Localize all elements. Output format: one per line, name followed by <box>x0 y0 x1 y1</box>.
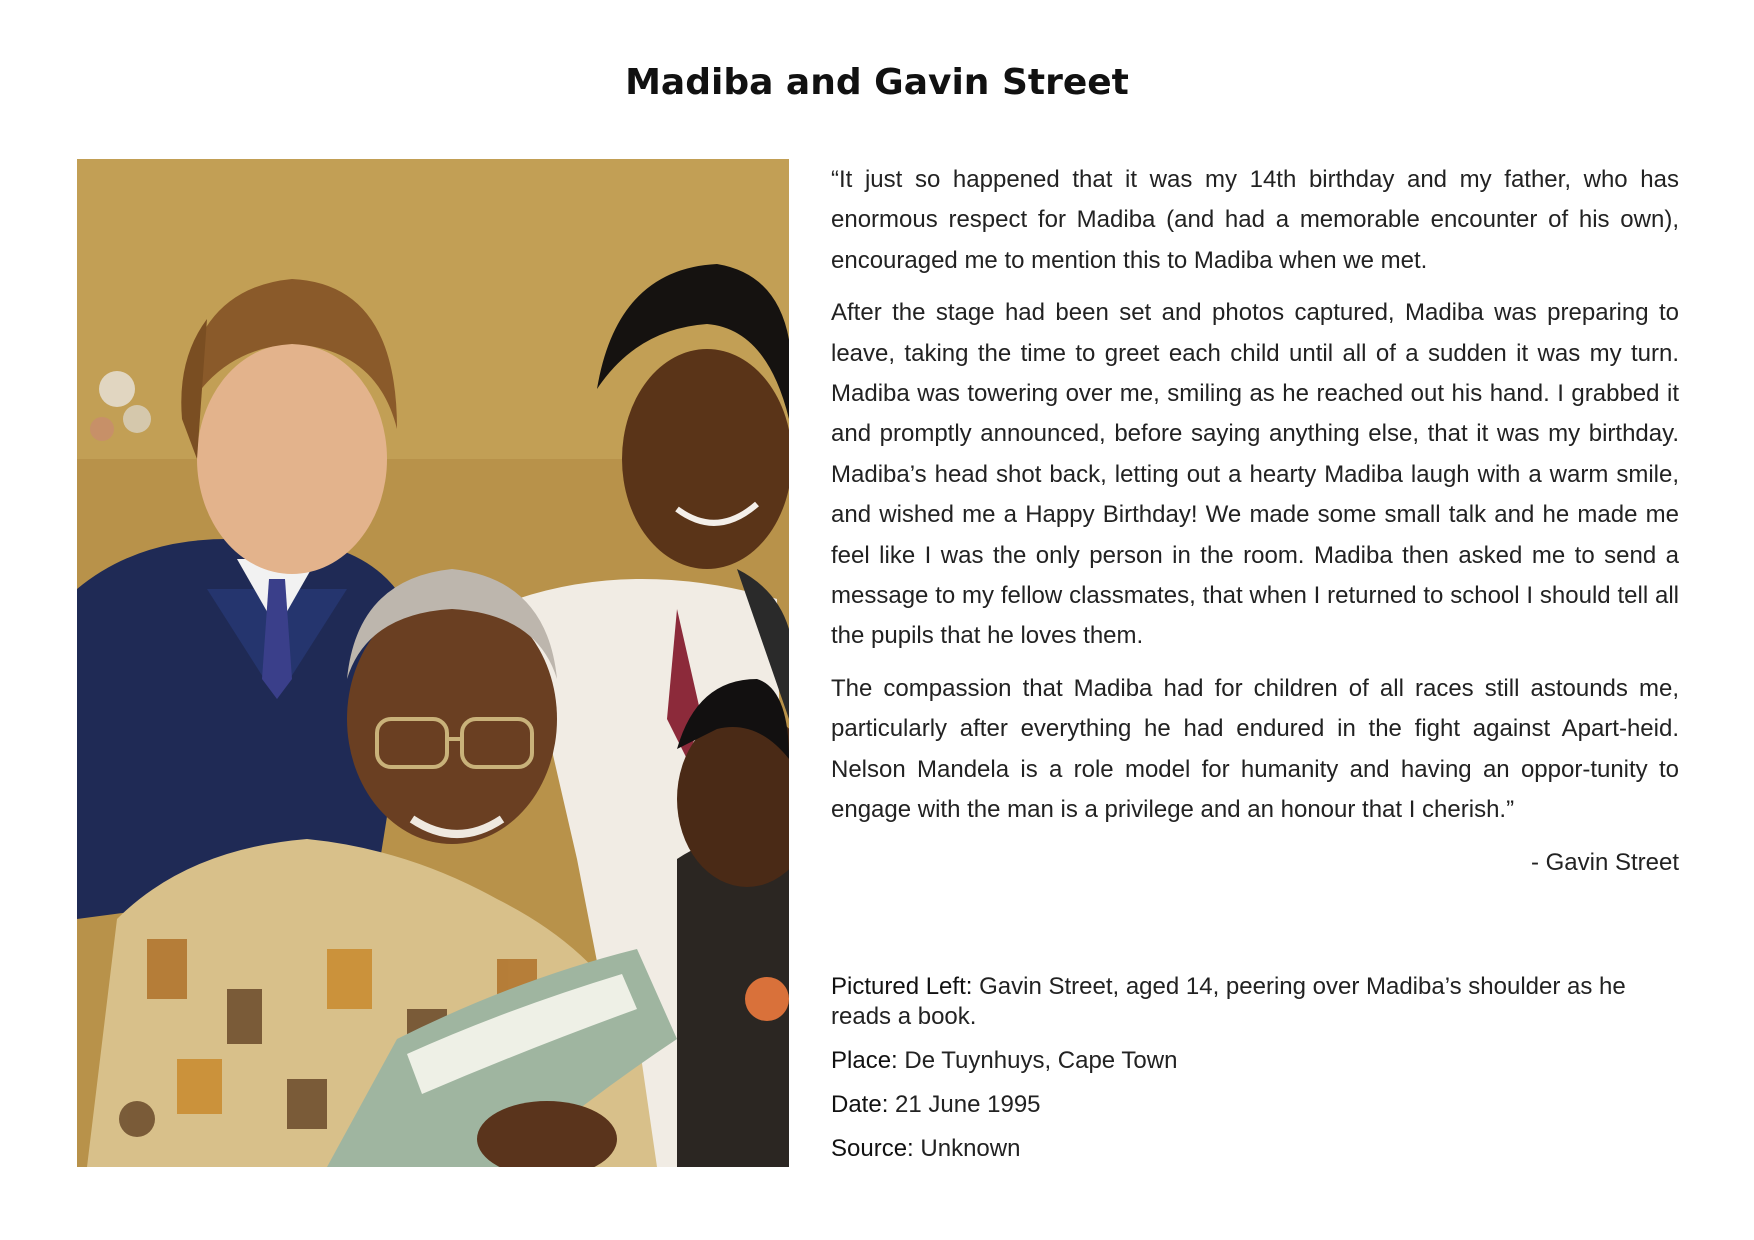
detail-value: Gavin Street, aged 14, peering over Madiba’s shoulder as he reads a book. <box>831 973 1626 1030</box>
photograph <box>77 159 789 1167</box>
detail-value: Unknown <box>913 1135 1021 1162</box>
detail-place <box>831 1046 1679 1076</box>
detail-label: Source: <box>831 1135 914 1162</box>
detail-date <box>831 1090 1679 1120</box>
page-title: Madiba and Gavin Street <box>625 62 1129 103</box>
detail-label: Date: <box>831 1091 889 1118</box>
detail-pictured <box>831 972 1679 1032</box>
detail-label: Pictured Left: <box>831 973 973 1000</box>
quote-text <box>831 160 1679 883</box>
quote-paragraph: After the stage had been set and photos captured, Madiba was preparing to leave, taking the time to greet each child until all of a sudden it was my turn. Madiba was towering over me, smiling as he reached out his hand. I grabbed it and promptly announced, before saying anything else, that it was my birthday. Madiba’s head shot back, letting out a hearty Madiba laugh with a warm smile, and wished me a Happy Birthday! We made some small talk and he made me feel like I was the only person in the room. Madiba then asked me to send a message to my fellow classmates, that when I returned to school I should tell all the pupils that he loves them. <box>831 299 1679 650</box>
quote-attribution: - Gavin Street <box>1530 848 1679 876</box>
quote-paragraph: “It just so happened that it was my 14th birthday and my father, who has enormous respect for Madiba (and had a memorable encounter of his own), encouraged me to mention this to Madiba when we met. <box>831 166 1679 274</box>
detail-source <box>831 1134 1679 1164</box>
photo-details <box>831 972 1679 1178</box>
detail-value: De Tuynhuys, Cape Town <box>897 1047 1178 1074</box>
detail-value: 21 June 1995 <box>888 1091 1041 1118</box>
photograph-illustration <box>77 159 789 1167</box>
detail-label: Place: <box>831 1047 898 1074</box>
quote-paragraph: The compassion that Madiba had for children of all races still astounds me, particularly after everything he had endured in the fight against Apart-heid. Nelson Mandela is a role model for humanity and having an oppor-tunity to engage with the man is a privilege and an honour that I cherish.” <box>831 674 1679 824</box>
